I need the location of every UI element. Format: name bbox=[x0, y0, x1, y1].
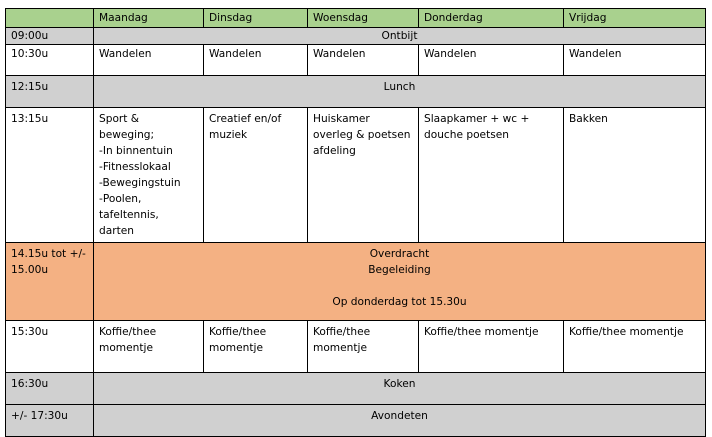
time-cell: 16:30u bbox=[6, 373, 94, 405]
koffie-woensdag: Koffie/thee momentje bbox=[308, 321, 419, 373]
header-donderdag: Donderdag bbox=[419, 9, 564, 28]
header-row bbox=[6, 9, 706, 28]
activiteit-woensdag: Huiskamer overleg & poetsen afdeling bbox=[308, 108, 419, 243]
header-corner bbox=[6, 9, 94, 28]
row-wandelen bbox=[6, 45, 706, 76]
avondeten-cell: Avondeten bbox=[94, 405, 706, 437]
header-dinsdag: Dinsdag bbox=[204, 9, 308, 28]
koffie-maandag: Koffie/thee momentje bbox=[94, 321, 204, 373]
wandelen-vrijdag: Wandelen bbox=[564, 45, 706, 76]
weekly-schedule-table bbox=[5, 8, 706, 437]
row-activiteiten bbox=[6, 108, 706, 243]
row-avondeten bbox=[6, 405, 706, 437]
row-koken bbox=[6, 373, 706, 405]
begeleiding-line: Begeleiding bbox=[368, 264, 431, 276]
activiteit-maandag: Sport & beweging; -In binnentuin -Fitnesslokaal -Bewegingstuin -Poolen, tafeltennis, darten bbox=[94, 108, 204, 243]
koffie-donderdag: Koffie/thee momentje bbox=[419, 321, 564, 373]
overdracht-line: Overdracht bbox=[369, 248, 430, 260]
row-lunch bbox=[6, 76, 706, 108]
header-vrijdag: Vrijdag bbox=[564, 9, 706, 28]
activiteit-dinsdag: Creatief en/of muziek bbox=[204, 108, 308, 243]
koken-cell: Koken bbox=[94, 373, 706, 405]
wandelen-donderdag: Wandelen bbox=[419, 45, 564, 76]
ontbijt-cell: Ontbijt bbox=[94, 28, 706, 45]
donderdag-note: Op donderdag tot 15.30u bbox=[332, 296, 467, 308]
koffie-vrijdag: Koffie/thee momentje bbox=[564, 321, 706, 373]
time-cell: 14.15u tot +/- 15.00u bbox=[6, 243, 94, 321]
overdracht-cell bbox=[94, 243, 706, 321]
header-woensdag: Woensdag bbox=[308, 9, 419, 28]
time-cell: 13:15u bbox=[6, 108, 94, 243]
wandelen-maandag: Wandelen bbox=[94, 45, 204, 76]
time-cell: 09:00u bbox=[6, 28, 94, 45]
row-overdracht bbox=[6, 243, 706, 321]
time-cell: +/- 17:30u bbox=[6, 405, 94, 437]
lunch-cell: Lunch bbox=[94, 76, 706, 108]
row-koffie bbox=[6, 321, 706, 373]
koffie-dinsdag: Koffie/thee momentje bbox=[204, 321, 308, 373]
activiteit-donderdag: Slaapkamer + wc + douche poetsen bbox=[419, 108, 564, 243]
time-cell: 15:30u bbox=[6, 321, 94, 373]
time-cell: 12:15u bbox=[6, 76, 94, 108]
wandelen-woensdag: Wandelen bbox=[308, 45, 419, 76]
header-maandag: Maandag bbox=[94, 9, 204, 28]
time-cell: 10:30u bbox=[6, 45, 94, 76]
row-ontbijt bbox=[6, 28, 706, 45]
wandelen-dinsdag: Wandelen bbox=[204, 45, 308, 76]
activiteit-vrijdag: Bakken bbox=[564, 108, 706, 243]
